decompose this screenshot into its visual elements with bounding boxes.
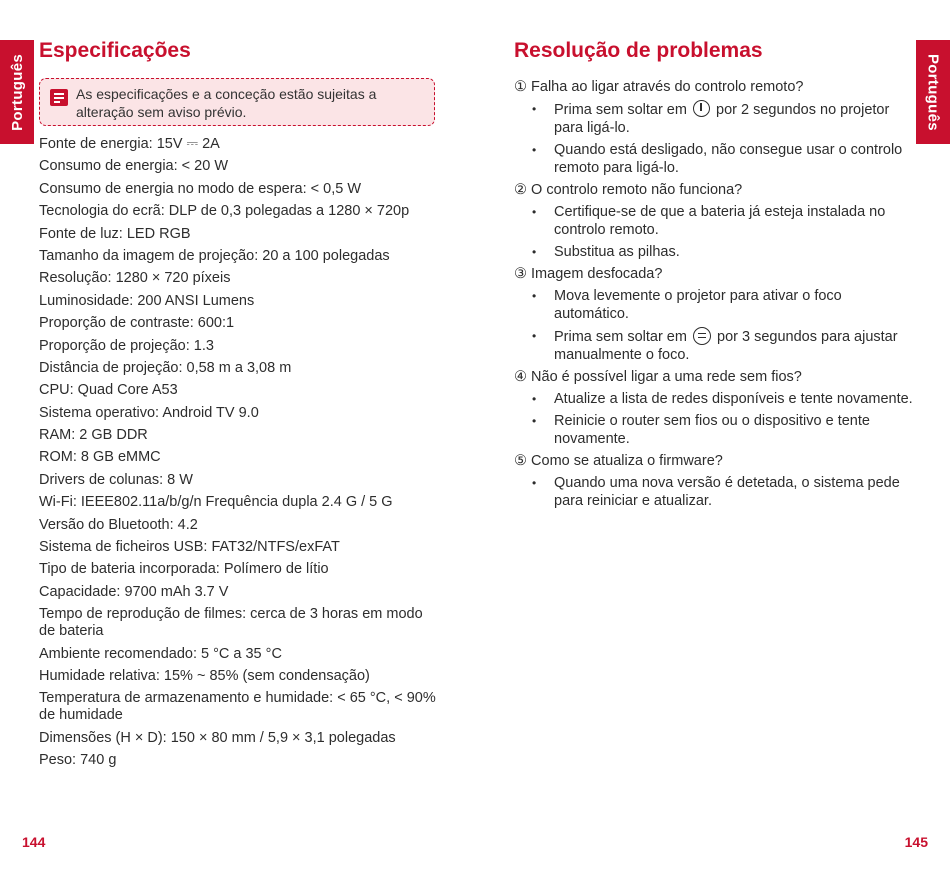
spec-item: Proporção de projeção: 1.3 [39,337,214,354]
faq-question: ② O controlo remoto não funciona? [514,182,743,198]
faq-answers [514,390,914,448]
answer-text-before: Prima sem soltar em [554,102,687,118]
spec-item: Fonte de luz: LED RGB [39,225,191,242]
answer-text-after: por 3 segundos para ajustar manualmente o foco. [554,329,898,363]
spec-item: ROM: 8 GB eMMC [39,449,161,466]
faq-answer: • Mova levemente o projetor para ativar o foco automático. [554,287,914,323]
faq-answer: • Reinicie o router sem fios ou o dispositivo e tente novamente. [554,412,914,448]
faq-answer [554,327,914,364]
faq-answer: • Quando está desligado, não consegue usar o controlo remoto para ligá-lo. [554,141,914,177]
spec-item: Proporção de contraste: 600:1 [39,315,235,332]
language-tab-right [916,40,950,144]
faq-answers [514,100,914,177]
page-number-right: 145 [904,834,928,850]
language-tab-left [0,40,34,144]
spec-item: Resolução: 1280 × 720 píxeis [39,270,231,287]
faq-answers [514,203,914,261]
page-number-left: 144 [22,834,46,850]
faq-question: ① Falha ao ligar através do controlo remoto? [514,79,804,95]
faq-answer: • Certifique-se de que a bateria já esteja instalada no controlo remoto. [554,203,914,239]
faq-answer [554,100,914,137]
language-tab-left-label: Português [8,53,26,131]
spec-item: Consumo de energia no modo de espera: < 0,5 W [39,180,362,197]
faq-item [514,181,914,261]
focus-icon [693,327,711,345]
spec-item: Tipo de bateria incorporada: Polímero de lítio [39,561,329,578]
faq-answers [514,287,914,364]
faq-item [514,368,914,448]
spec-item: Tecnologia do ecrã: DLP de 0,3 polegadas a 1280 × 720p [39,203,410,220]
spec-item: Peso: 740 g [39,752,117,769]
specifications-title: Especificações [39,39,191,62]
power-icon [693,100,710,117]
faq-question: ③ Imagem desfocada? [514,266,663,282]
faq-question: ⑤ Como se atualiza o firmware? [514,453,723,469]
note-icon [50,89,68,106]
faq-answer: • Quando uma nova versão é detetada, o sistema pede para reiniciar e atualizar. [554,474,914,510]
spec-item: Sistema operativo: Android TV 9.0 [39,404,259,421]
specifications-list [39,136,439,769]
faq-item [514,78,914,177]
spec-item: Humidade relativa: 15% ~ 85% (sem condensação) [39,667,370,684]
spec-item: Drivers de colunas: 8 W [39,471,193,488]
faq-item [514,265,914,364]
spec-item: Versão do Bluetooth: 4.2 [39,516,198,533]
spec-item: Distância de projeção: 0,58 m a 3,08 m [39,359,292,376]
specifications-section [39,38,439,775]
spec-item: CPU: Quad Core A53 [39,382,178,399]
language-tab-right-label: Português [924,53,942,131]
faq-answer: • Atualize a lista de redes disponíveis e tente novamente. [554,390,914,408]
spec-item: RAM: 2 GB DDR [39,427,148,444]
spec-item: Consumo de energia: < 20 W [39,158,229,175]
answer-text-before: Prima sem soltar em [554,329,687,345]
spec-item: Wi-Fi: IEEE802.11a/b/g/n Frequência dupla 2.4 G / 5 G [39,494,393,511]
spec-item: Tempo de reprodução de filmes: cerca de 3 horas em modo de bateria [39,606,423,640]
notice-box [39,78,435,126]
faq-question: ④ Não é possível ligar a uma rede sem fios? [514,369,802,385]
troubleshooting-section [514,38,914,514]
faq-answer: • Substitua as pilhas. [554,243,914,261]
faq-answers [514,474,914,510]
spec-item: Fonte de energia: 15V ⎓ 2A [39,136,220,152]
spec-item: Capacidade: 9700 mAh 3.7 V [39,583,229,600]
spec-item: Ambiente recomendado: 5 °C a 35 °C [39,645,282,662]
troubleshooting-list [514,78,914,510]
troubleshooting-title: Resolução de problemas [514,39,763,62]
spec-item: Temperatura de armazenamento e humidade: < 65 °C, < 90% de humidade [39,690,436,724]
spec-item: Sistema de ficheiros USB: FAT32/NTFS/exFAT [39,539,340,556]
spec-item: Tamanho da imagem de projeção: 20 a 100 polegadas [39,247,390,264]
faq-item [514,452,914,510]
spec-item: Luminosidade: 200 ANSI Lumens [39,292,255,309]
spec-item: Dimensões (H × D): 150 × 80 mm / 5,9 × 3,1 polegadas [39,729,396,746]
notice-text: As especificações e a conceção estão sujeitas a alteração sem aviso prévio. [76,86,377,120]
answer-text-after: por 2 segundos no projetor para ligá-lo. [554,102,890,136]
